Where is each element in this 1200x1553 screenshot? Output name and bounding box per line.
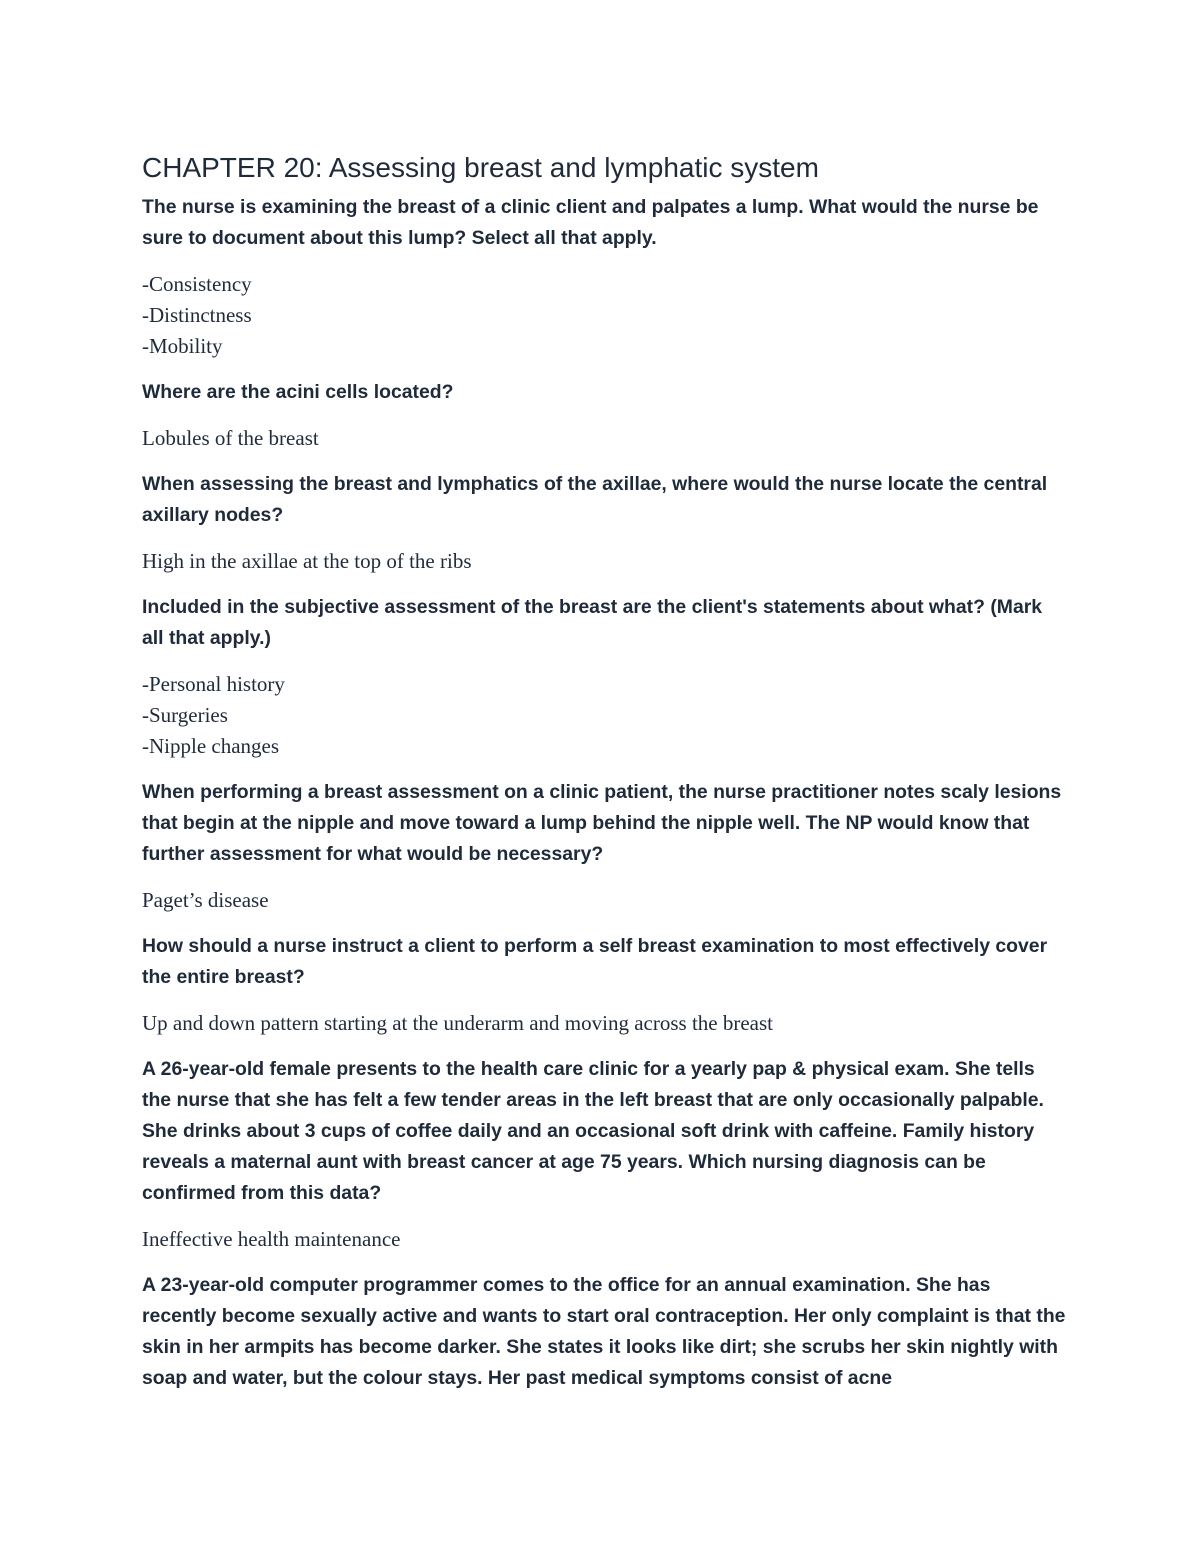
question-4: Included in the subjective assessment of the breast are the client's statements about what? (Mark all that apply.) [142,596,1043,649]
answer-7: Ineffective health maintenance [142,1227,401,1251]
question-1: The nurse is examining the breast of a clinic client and palpates a lump. What would the nurse be sure to document about this lump? Select all that apply. [142,196,1039,249]
answer-item: -Surgeries [142,703,228,727]
answer-2: Lobules of the breast [142,426,319,450]
answer-item: -Consistency [142,272,252,296]
answer-3: High in the axillae at the top of the ribs [142,549,472,573]
answer-item: -Nipple changes [142,734,280,758]
question-3: When assessing the breast and lymphatics of the axillae, where would the nurse locate the central axillary nodes? [142,473,1048,526]
answer-5: Paget’s disease [142,888,269,912]
answer-item: -Mobility [142,334,223,358]
answer-item: -Personal history [142,672,285,696]
question-6: How should a nurse instruct a client to perform a self breast examination to most effectively cover the entire breast? [142,935,1048,988]
question-7: A 26-year-old female presents to the health care clinic for a yearly pap & physical exam. She tells the nurse that she has felt a few tender areas in the left breast that are only occasionally palpable. She drinks about 3 cups of coffee daily and an occasional soft drink with caffeine. Family history reveals a maternal aunt with breast cancer at age 75 years. Which nursing diagnosis can be confirmed from this data? [142,1058,1044,1204]
document-page [142,148,1067,1409]
question-2: Where are the acini cells located? [142,381,454,403]
answer-6: Up and down pattern starting at the underarm and moving across the breast [142,1011,773,1035]
answer-list-4 [142,669,1067,762]
answer-item: -Distinctness [142,303,252,327]
question-8: A 23-year-old computer programmer comes to the office for an annual examination. She has recently become sexually active and wants to start oral contraception. Her only complaint is that the skin in her armpits has become darker. She states it looks like dirt; she scrubs her skin nightly with soap and water, but the colour stays. Her past medical symptoms consist of acne [142,1274,1066,1389]
answer-list-1 [142,269,1067,362]
page-title: CHAPTER 20: Assessing breast and lymphatic system [142,152,819,183]
question-5: When performing a breast assessment on a clinic patient, the nurse practitioner notes scaly lesions that begin at the nipple and move toward a lump behind the nipple well. The NP would know that further assessment for what would be necessary? [142,781,1062,865]
